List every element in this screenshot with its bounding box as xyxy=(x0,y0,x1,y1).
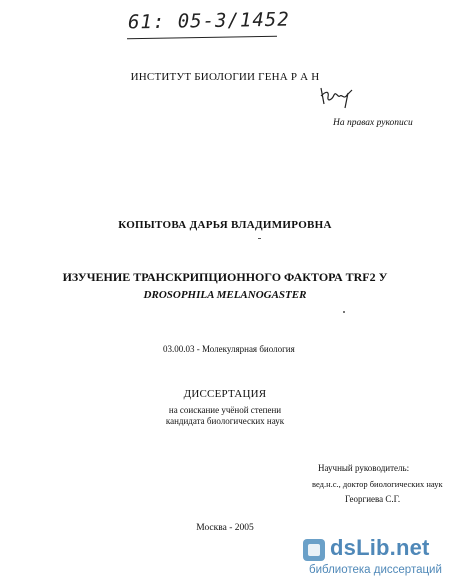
watermark[interactable] xyxy=(301,535,447,580)
dslib-logo-icon xyxy=(303,539,325,561)
thesis-title-line-2: DROSOPHILA MELANOGASTER xyxy=(143,289,307,301)
supervisor-name: Георгиева С.Г. xyxy=(345,494,401,504)
city-year: Москва - 2005 xyxy=(196,523,254,533)
thesis-title-line-1: ИЗУЧЕНИЕ ТРАНСКРИПЦИОННОГО ФАКТОРА TRF2 У xyxy=(62,270,388,284)
stray-mark xyxy=(258,238,261,239)
supervisor-label: Научный руководитель: xyxy=(318,463,410,473)
author-name: КОПЫТОВА ДАРЬЯ ВЛАДИМИРОВНА xyxy=(118,219,332,231)
supervisor-credentials: вед.н.с., доктор биологических наук xyxy=(312,479,443,489)
institute-name: ИНСТИТУТ БИОЛОГИИ ГЕНА Р А Н xyxy=(130,71,320,83)
archive-code: 61: 05-3/1452 xyxy=(127,8,290,34)
watermark-subtitle: библиотека диссертаций xyxy=(309,564,442,576)
watermark-brand: dsLib.net xyxy=(330,535,430,560)
manuscript-rights-note: На правах рукописи xyxy=(333,118,413,128)
degree-line-2: кандидата биологических наук xyxy=(165,416,285,426)
document-type: ДИССЕРТАЦИЯ xyxy=(183,388,267,400)
degree-line-1: на соискание учёной степени xyxy=(168,405,282,415)
archive-code-underline xyxy=(127,36,277,40)
specialty-code: 03.00.03 - Молекулярная биология xyxy=(163,344,295,354)
signature-icon xyxy=(318,82,358,112)
stray-mark xyxy=(343,311,345,313)
